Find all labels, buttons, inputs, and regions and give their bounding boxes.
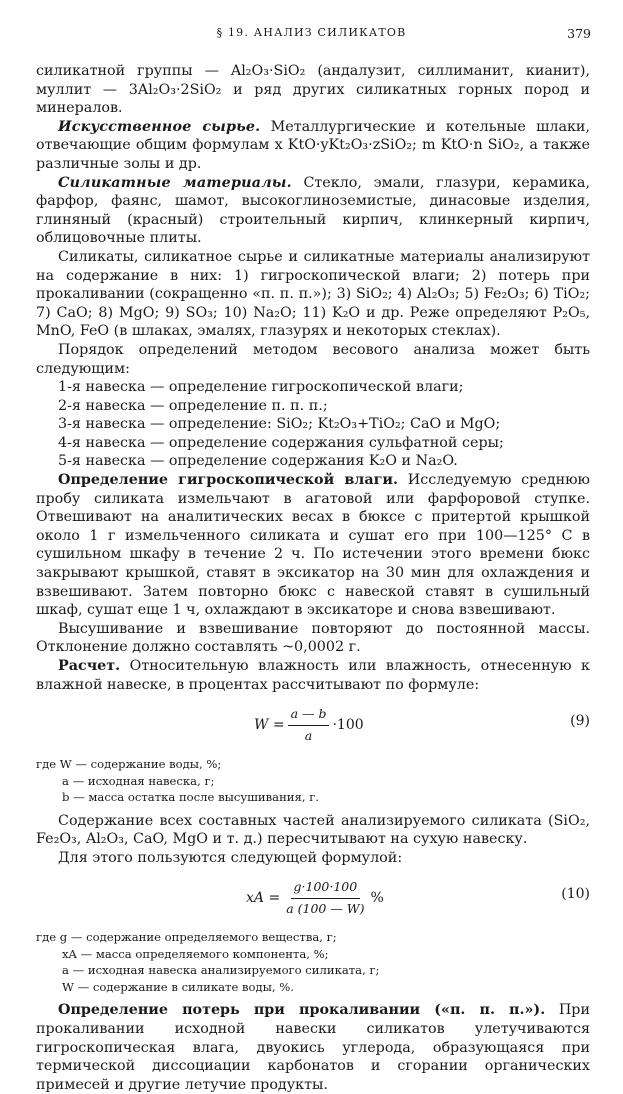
- sample-order-list: [36, 378, 590, 471]
- definition-text: g — содержание определяемого вещества, г;: [59, 930, 337, 945]
- formula-10: [36, 873, 590, 925]
- body-text: [36, 62, 590, 1094]
- formula-9-numerator: a — b: [288, 705, 330, 726]
- formula-9-tail: ·100: [332, 716, 364, 733]
- definition-row: [36, 756, 590, 773]
- text-moisture: Исследуемую среднюю пробу силиката измельчают в агатовой или фарфоровой ступке. Отвешивают на аналитических весах в бюксе с притертой крышкой около 1 г измельченного силиката и сушат его при 100—125° С в сушильном шкафу в течение 2 ч. По истечении этого времени бюкс закрывают крышкой, ставят в эксикатор на 30 мин для охлаждения и взвешивают. Затем повторно бюкс с навеской ставят в сушильный шкаф, сушат еще 1 ч, охлаждают в эксикаторе и снова взвешивают.: [36, 472, 590, 619]
- section-title: § 19. АНАЛИЗ СИЛИКАТОВ: [216, 26, 407, 39]
- heading-moisture: Определение гигроскопической влаги.: [58, 472, 398, 489]
- formula-10-denominator: a (100 — W): [286, 901, 365, 917]
- paragraph-constant-mass: Высушивание и взвешивание повторяют до постоянной массы. Отклонение должно составлять ~0,0002 г.: [36, 620, 590, 656]
- definition-text: W — содержание в силикате воды, %.: [62, 979, 294, 994]
- heading-ignition-loss: Определение потерь при прокаливании («п. п. п.»).: [58, 1002, 546, 1019]
- text-calculation: Относительную влажность или влажность, отнесенную к влажной навеске, в процентах рассчитывают по формуле:: [36, 658, 590, 693]
- formula-9: [36, 700, 590, 752]
- page-number: 379: [567, 26, 591, 41]
- formula-10-number: (10): [561, 886, 590, 903]
- list-item: 4-я навеска — определение содержания сульфатной серы;: [58, 434, 504, 451]
- paragraph-order-intro: Порядок определений методом весового анализа может быть следующим:: [36, 341, 590, 377]
- formula-9-denominator: a: [304, 727, 313, 743]
- paragraph-moisture: [36, 471, 590, 620]
- definition-text: xA — масса определяемого компонента, %;: [62, 946, 329, 961]
- definition-text: a — исходная навеска анализируемого силиката, г;: [62, 963, 380, 978]
- text-ignition-loss: При прокаливании исходной навески силикатов улетучиваются гигроскопическая влага, двуокись углерода, образующаяся при термической диссоциации карбонатов и сгорании органических примесей и другие летучие продукты.: [36, 1002, 590, 1093]
- paragraph-analysis-content: Силикаты, силикатное сырье и силикатные материалы анализируют на содержание в них: 1) гигроскопической влаги; 2) потерь при прокаливании (сокращенно «п. п. п.»); 3) SiO₂; 4) Al₂O₃; 5) Fe₂O₃; 6) TiO₂; 7) CaO; 8) MgO; 9) SO₃; 10) Na₂O; 11) K₂O и др. Реже определяют P₂O₅, MnO, FeO (в шлаках, эмалях, глазурях и некоторых стеклах).: [36, 248, 590, 340]
- definition-row: [36, 773, 590, 790]
- formula-10-fraction: [283, 878, 367, 918]
- paragraph-ignition-loss: [36, 1001, 590, 1094]
- paragraph-dry-basis: Содержание всех составных частей анализируемого силиката (SiO₂, Fe₂O₃, Al₂O₃, CaO, MgO и т. д.) пересчитывают на сухую навеску.: [36, 812, 590, 848]
- definition-row: [36, 789, 590, 806]
- running-header: [0, 26, 623, 46]
- formula-10-lhs: xA =: [246, 890, 281, 907]
- list-item: 5-я навеска — определение содержания K₂O и Na₂O.: [58, 453, 458, 470]
- definition-text: W — содержание воды, %;: [59, 757, 222, 772]
- paragraph-calculation: [36, 657, 590, 694]
- paragraph-artificial-raw: [36, 118, 590, 174]
- heading-calculation: Расчет.: [58, 658, 121, 674]
- formula-10-definitions: [36, 929, 590, 995]
- text-silicate-materials: Стекло, эмали, глазури, керамика, фарфор, фаянс, шамот, высокоглиноземистые, динасовые изделия, глиняный (красный) строительный кирпич, клинкерный кирпич, облицовочные плиты.: [36, 174, 590, 247]
- paragraph-silicate-materials: [36, 174, 590, 248]
- formula-9-number: (9): [570, 713, 590, 730]
- formula-10-numerator: g·100·100: [291, 878, 361, 899]
- definition-row: [36, 929, 590, 946]
- list-item: 1-я навеска — определение гигроскопической влаги;: [58, 379, 464, 396]
- definition-text: b — масса остатка после высушивания, г.: [62, 790, 319, 805]
- paragraph-formula-intro: Для этого пользуются следующей формулой:: [58, 849, 403, 866]
- list-item: 3-я навеска — определение: SiO₂; Kt₂O₃+TiO₂; CaO и MgO;: [58, 416, 501, 433]
- definition-lead: где: [36, 930, 60, 945]
- definition-row: [36, 946, 590, 963]
- definition-lead: где: [36, 757, 60, 772]
- formula-9-definitions: [36, 756, 590, 806]
- definition-row: [36, 962, 590, 979]
- definition-text: a — исходная навеска, г;: [62, 773, 215, 788]
- formula-10-tail: %: [370, 890, 384, 907]
- text-artificial-raw: Металлургические и котельные шлаки, отвечающие общим формулам x KtO·yKt₂O₃·zSiO₂; m KtO·n SiO₂, а также различные золы и др.: [36, 118, 590, 172]
- heading-artificial-raw: Искусственное сырье.: [58, 118, 261, 135]
- formula-9-fraction: [288, 705, 330, 745]
- definition-row: [36, 979, 590, 996]
- list-item: 2-я навеска — определение п. п. п.;: [58, 397, 328, 414]
- heading-silicate-materials: Силикатные материалы.: [58, 174, 292, 191]
- paragraph-mineral-list: силикатной группы — Al₂O₃·SiO₂ (андалузит, силлиманит, кианит), муллит — 3Al₂O₃·2SiO₂ и ряд других силикатных горных пород и минералов.: [36, 63, 590, 117]
- formula-9-lhs: W =: [254, 716, 285, 733]
